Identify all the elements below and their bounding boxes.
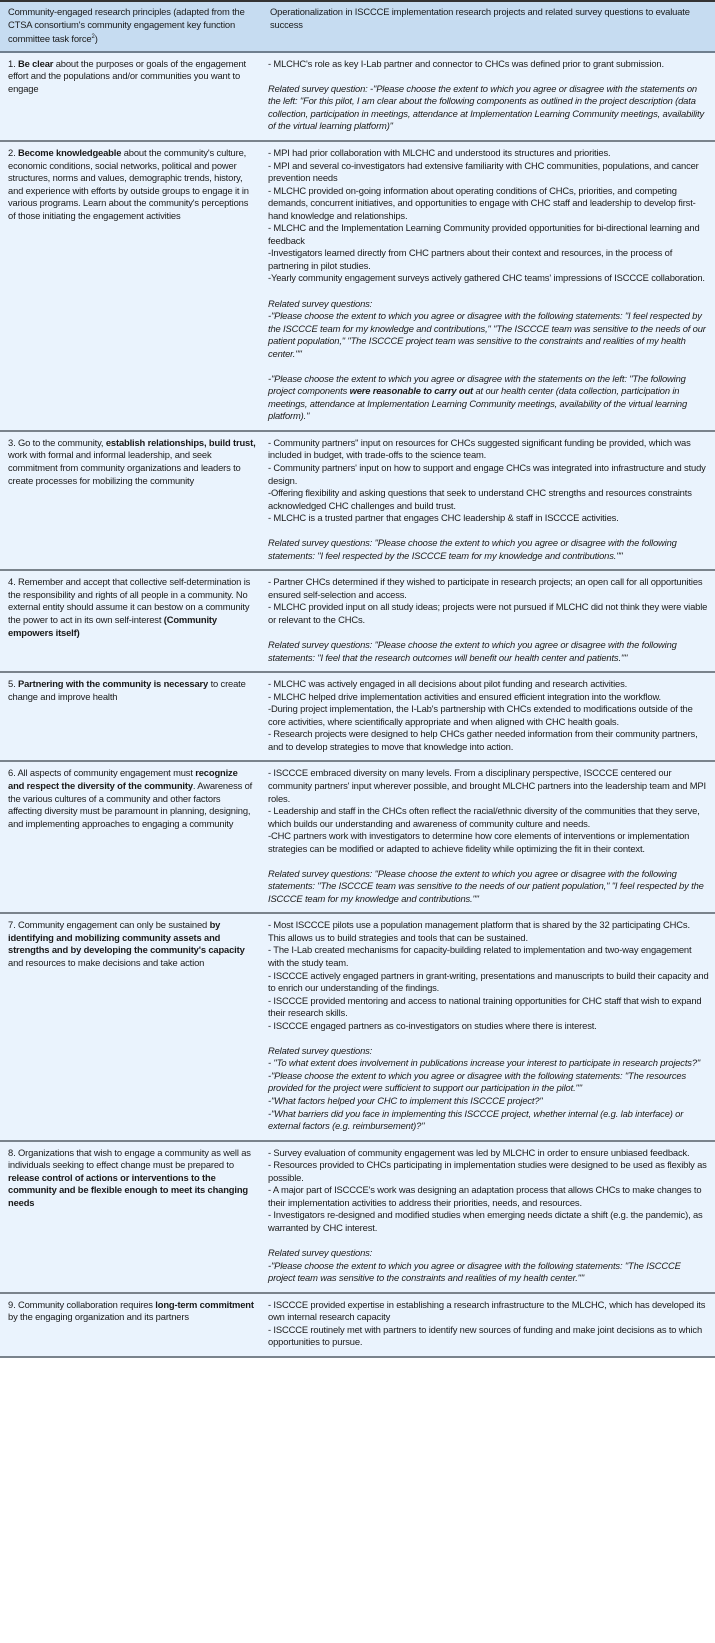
operationalization-item [268, 678, 709, 691]
text-segment: -CHC partners work with investigators to determine how core elements of interventions or implementation strategies can be modified or adapted to achieve fidelity while optimizing the fit in their context. [268, 830, 690, 854]
operationalization-item [268, 58, 709, 71]
paragraph-gap [268, 70, 709, 83]
survey-question [268, 1260, 709, 1285]
text-segment: were reasonable to carry out [349, 385, 474, 397]
italic-text: Related survey questions: "Please choose the extent to which you agree or disagree with the following statements: "The ISCCCE team was sensitive to the needs of our patient population," "I feel respected by the ISCCCE team for my knowledge and contributions."" [268, 867, 704, 904]
operationalization-item [268, 919, 709, 944]
paragraph-gap [268, 1234, 709, 1247]
table-body [0, 52, 715, 1357]
text-segment: 5. [8, 678, 18, 690]
text-segment: 6. All aspects of community engagement must [8, 767, 196, 779]
bold-text: (Community empowers itself) [8, 614, 217, 638]
principle-cell [0, 761, 262, 913]
text-segment: - MLCHC's role as key I-Lab partner and connector to CHCs was defined prior to grant submission. [268, 57, 664, 69]
operationalization-item [268, 1147, 709, 1160]
text-segment: - Community partners" input on resources for CHCs suggested significant funding be provided, which was included in budget, with trade-offs to the science team. [268, 436, 691, 461]
text-segment: - MLCHC is a trusted partner that engages CHC leadership & staff in ISCCCE activities. [268, 512, 619, 524]
principle-cell [0, 141, 262, 431]
table-row [0, 1141, 715, 1293]
operationalization-cell [262, 1141, 715, 1293]
survey-question [268, 310, 709, 360]
operationalization-item [268, 185, 709, 223]
operationalization-item [268, 247, 709, 272]
operationalization-item [268, 1324, 709, 1349]
text-segment: about the community's culture, economic conditions, social networks, political and power structures, norms and values, demographic trends, history, and experience with efforts by outside groups to engage it in various programs. Learn about the community's perceptions of those initiating the engagement activities [8, 147, 249, 221]
operationalization-item [268, 944, 709, 969]
operationalization-item [268, 995, 709, 1020]
text-segment: - MPI and several co-investigators had extensive familiarity with CHC communities, populations, and cancer prevention needs [268, 159, 699, 184]
text-segment: - Investigators re-designed and modified studies when emerging needs dictate a shift (e.g. the pandemic), as warranted by CHC interest. [268, 1209, 703, 1233]
header-principles [0, 1, 262, 52]
text-segment: - ISCCCE provided expertise in establishing a research infrastructure to the MLCHC, which has developed its own internal research capacity [268, 1298, 706, 1323]
text-segment: - ISCCCE routinely met with partners to identify new sources of funding and make joint decisions as to which opportunities to pursue. [268, 1323, 703, 1348]
table-row [0, 1293, 715, 1357]
text-segment: - MLCHC provided on-going information about operating conditions of CHCs, priorities, and competing demands, concurrent initiatives, and opportunities to engage with CHC staff and leadership to develop first-hand knowledge and relationships. [268, 184, 696, 221]
text-segment: to create change and improve health [8, 678, 246, 702]
italic-text: Related survey question: -"Please choose the extent to which you agree or disagree with the statements on the left: "For this pilot, I am clear about the following components as outlined in the project description (data collection, participation in meetings, attendance at Implementation Learning Community meetings, availability of the virtual learning platform)" [268, 82, 704, 132]
text-segment: 4. Remember and accept that collective self-determination is the responsibility and rights of all people in a community. No external entity should assume it can bestow on a community the power to act in its own self-interest [8, 576, 251, 625]
operationalization-cell [262, 141, 715, 431]
italic-text: -"What barriers did you face in implementing this ISCCCE project, whether internal (e.g. lab interface) or external factors (e.g. reimbursement)?" [268, 1107, 684, 1132]
italic-text: - "To what extent does involvement in publications increase your interest to participate in research projects?" [268, 1057, 701, 1069]
text-segment: -During project implementation, the I-Lab's partnership with CHCs extended to modifications outside of the core activities, where scientifically appropriate and when aligned with CHC health goals. [268, 703, 693, 727]
text-segment: 1. [8, 57, 18, 69]
bold-text: release control of actions or interventions to the community and be flexible enough to meet its changing needs [8, 1171, 248, 1208]
italic-text: Related survey questions: "Please choose the extent to which you agree or disagree with the following statements: "I feel that the research outcomes will benefit our health center and patients."" [268, 639, 677, 663]
text-segment: -Offering flexibility and asking questions that seek to understand CHC strengths and resources constraints acknowledged CHC challenges and build trust. [268, 487, 692, 511]
operationalization-item [268, 767, 709, 805]
operationalization-cell [262, 431, 715, 570]
principle-cell [0, 431, 262, 570]
italic-text: -"Please choose the extent to which you agree or disagree with the following statements: "The resources provided for the project were sufficient to support our participation in the pilot."" [268, 1069, 687, 1094]
operationalization-item [268, 437, 709, 462]
operationalization-item [268, 147, 709, 160]
operationalization-item [268, 576, 709, 601]
survey-question [268, 373, 709, 423]
operationalization-cell [262, 672, 715, 761]
text-segment: 3. Go to the community, [8, 436, 106, 448]
text-segment: - Research projects were designed to help CHCs gather needed information from their community partners, and to develop strategies to move that knowledge into action. [268, 728, 698, 752]
operationalization-cell [262, 913, 715, 1140]
survey-question [268, 1057, 709, 1070]
operationalization-item [268, 1184, 709, 1209]
italic-text: -"Please choose the extent to which you agree or disagree with the following statements: "The ISCCCE project team was sensitive to the constraints and realities of my health center."" [268, 1259, 681, 1284]
principle-cell [0, 570, 262, 672]
survey-question [268, 83, 709, 133]
survey-question [268, 1070, 709, 1095]
operationalization-cell [262, 52, 715, 141]
header-principles-end: ) [94, 33, 98, 45]
italic-text: Related survey questions: [268, 1044, 373, 1056]
bold-text: recognize and respect the diversity of the community [8, 767, 238, 791]
text-segment: 9. Community collaboration requires [8, 1298, 156, 1310]
text-segment: - Resources provided to CHCs participating in implementation studies were designed to be used as flexibly as possible. [268, 1159, 707, 1183]
operationalization-item [268, 703, 709, 728]
italic-text: Related survey questions: [268, 297, 373, 309]
table-row [0, 141, 715, 431]
paragraph-gap [268, 627, 709, 640]
operationalization-item [268, 1299, 709, 1324]
bold-text: establish relationships, build trust, [105, 436, 256, 448]
table-row [0, 913, 715, 1140]
bold-text: by identifying and mobilizing community assets and strengths and by developing the community's capacity [8, 919, 245, 956]
principle-cell [0, 913, 262, 1140]
text-segment: - The I-Lab created mechanisms for capacity-building related to implementation and two-way engagement with the study team. [268, 944, 692, 969]
paragraph-gap [268, 525, 709, 538]
header-operationalization: Operationalization in ISCCCE implementation research projects and related survey questions to evaluate success [262, 1, 715, 52]
bold-text [350, 385, 473, 396]
text-segment: - MLCHC helped drive implementation activities and ensured efficient integration into the workflow. [268, 690, 661, 702]
paragraph-gap [268, 1032, 709, 1045]
survey-question [268, 1045, 709, 1058]
text-segment: - ISCCCE engaged partners as co-investigators on studies where there is interest. [268, 1019, 597, 1031]
table-row [0, 52, 715, 141]
operationalization-item [268, 601, 709, 626]
italic-text: -"What factors helped your CHC to implement this ISCCCE project?" [268, 1095, 543, 1106]
text-segment: - Leadership and staff in the CHCs often reflect the racial/ethnic diversity of the communities that they serve, which builds our understanding and awareness of community culture and needs. [268, 805, 700, 829]
text-segment: - ISCCCE actively engaged partners in grant-writing, presentations and manuscripts to build their capacity and to enrich our understanding of the findings. [268, 969, 709, 994]
text-segment: . Awareness of the various cultures of a community and other factors affecting diversity must be paramount in planning, designing, and implementing approaches to engaging a community [8, 779, 253, 829]
bold-text: long-term commitment [155, 1298, 254, 1310]
text-segment: by the engaging organization and its partners [8, 1311, 189, 1323]
text-segment: - ISCCCE embraced diversity on many levels. From a disciplinary perspective, ISCCCE centered our community partners' input wherever possible, and brought MLCHC partners into the leadership team and MPI roles. [268, 767, 706, 804]
italic-text: at our health center (data collection, participation in meetings, attendance at Implementation Learning Community meetings, availability of the virtual learning platform)." [268, 385, 688, 422]
paragraph-gap [268, 285, 709, 298]
operationalization-item [268, 970, 709, 995]
table-row [0, 431, 715, 570]
text-segment: 7. Community engagement can only be sustained [8, 919, 210, 931]
operationalization-item [268, 512, 709, 525]
italic-text: -"Please choose the extent to which you agree or disagree with the following statements: "I feel respected by the ISCCCE team for my knowledge and contributions," "The ISCCCE team was sensitive to the needs of our patient population," "The ISCCCE project team was sensitive to the constraints and realities of my health center."" [268, 310, 706, 359]
operationalization-item [268, 272, 709, 285]
principle-cell [0, 1141, 262, 1293]
bold-text: Partnering with the community is necessary [17, 678, 209, 690]
operationalization-cell [262, 1293, 715, 1357]
paragraph-gap [268, 360, 709, 373]
operationalization-item [268, 487, 709, 512]
text-segment: - MPI had prior collaboration with MLCHC and understood its structures and priorities. [268, 147, 611, 158]
table-row [0, 672, 715, 761]
italic-text: Related survey questions: "Please choose the extent to which you agree or disagree with the following statements: "I feel respected by the ISCCCE team for my knowledge and contributions."" [268, 537, 677, 561]
text-segment: work with formal and informal leadership, and seek commitment from community organizations and leaders to create processes for mobilizing the community [8, 449, 241, 486]
table-row [0, 570, 715, 672]
text-segment: and resources to make decisions and take action [8, 957, 205, 969]
principle-cell [0, 52, 262, 141]
survey-question [268, 868, 709, 906]
operationalization-cell [262, 761, 715, 913]
bold-text: Become knowledgeable [17, 147, 122, 158]
principle-cell [0, 1293, 262, 1357]
text-segment: -Investigators learned directly from CHC partners about their context and resources, in the process of partnering in pilot studies. [268, 247, 673, 271]
operationalization-item [268, 830, 709, 855]
survey-question [268, 1095, 709, 1108]
header-principles-text: Community-engaged research principles (adapted from the CTSA consortium's community engagement key function committee task force [8, 6, 245, 45]
text-segment: - MLCHC and the Implementation Learning Community provided opportunities for bi-directional learning and feedback [268, 222, 700, 246]
text-segment: - Partner CHCs determined if they wished to participate in research projects; an open call for all opportunities ensured self-selection and access. [268, 576, 703, 600]
text-segment: - A major part of ISCCCE's work was designing an adaptation process that allows CHCs to make changes to their implementation activities to address their priorities, needs, and resources. [268, 1184, 702, 1208]
text-segment: 8. Organizations that wish to engage a community as well as individuals seeking to effect change must be prepared to [8, 1146, 251, 1171]
text-segment: - MLCHC provided input on all study ideas; projects were not pursued if MLCHC did not think they were viable or relevant to the CHCs. [268, 601, 708, 625]
survey-question [268, 1108, 709, 1133]
italic-text: Related survey questions: [268, 1246, 373, 1258]
operationalization-item [268, 222, 709, 247]
table-row [0, 761, 715, 913]
survey-question [268, 537, 709, 562]
text-segment: - ISCCCE provided mentoring and access to national training opportunities for CHC staff that wish to expand their research skills. [268, 994, 702, 1019]
text-segment: - Most ISCCCE pilots use a population management platform that is shared by the 32 participating CHCs. This allows us to build strategies and tools that can be sustained. [268, 919, 690, 943]
table-header-row [0, 1, 715, 52]
survey-question [268, 1247, 709, 1260]
operationalization-item [268, 462, 709, 487]
paragraph-gap [268, 855, 709, 868]
operationalization-cell [262, 570, 715, 672]
bold-text: Be clear [17, 57, 54, 69]
text-segment: 2. [8, 147, 18, 158]
survey-question [268, 639, 709, 664]
text-segment: - Community partners' input on how to support and engage CHCs was integrated into infrastructure and study design. [268, 462, 706, 486]
text-segment: about the purposes or goals of the engagement effort and the populations and/or communities you want to engage [8, 57, 247, 94]
text-segment: - Survey evaluation of community engagement was led by MLCHC in order to ensure unbiased feedback. [268, 1146, 690, 1158]
text-segment: - MLCHC was actively engaged in all decisions about pilot funding and research activities. [268, 678, 628, 690]
survey-question [268, 298, 709, 311]
italic-text: -"Please choose the extent to which you agree or disagree with the statements on the left: "The following project components [268, 372, 686, 397]
footnote-ref: 2 [91, 34, 95, 41]
operationalization-item [268, 728, 709, 753]
operationalization-item [268, 160, 709, 185]
text-segment: -Yearly community engagement surveys actively gathered CHC teams' impressions of ISCCCE collaboration. [268, 272, 705, 284]
principle-cell [0, 672, 262, 761]
operationalization-item [268, 1020, 709, 1033]
operationalization-item [268, 1159, 709, 1184]
operationalization-item [268, 805, 709, 830]
operationalization-item [268, 1209, 709, 1234]
operationalization-item [268, 691, 709, 704]
